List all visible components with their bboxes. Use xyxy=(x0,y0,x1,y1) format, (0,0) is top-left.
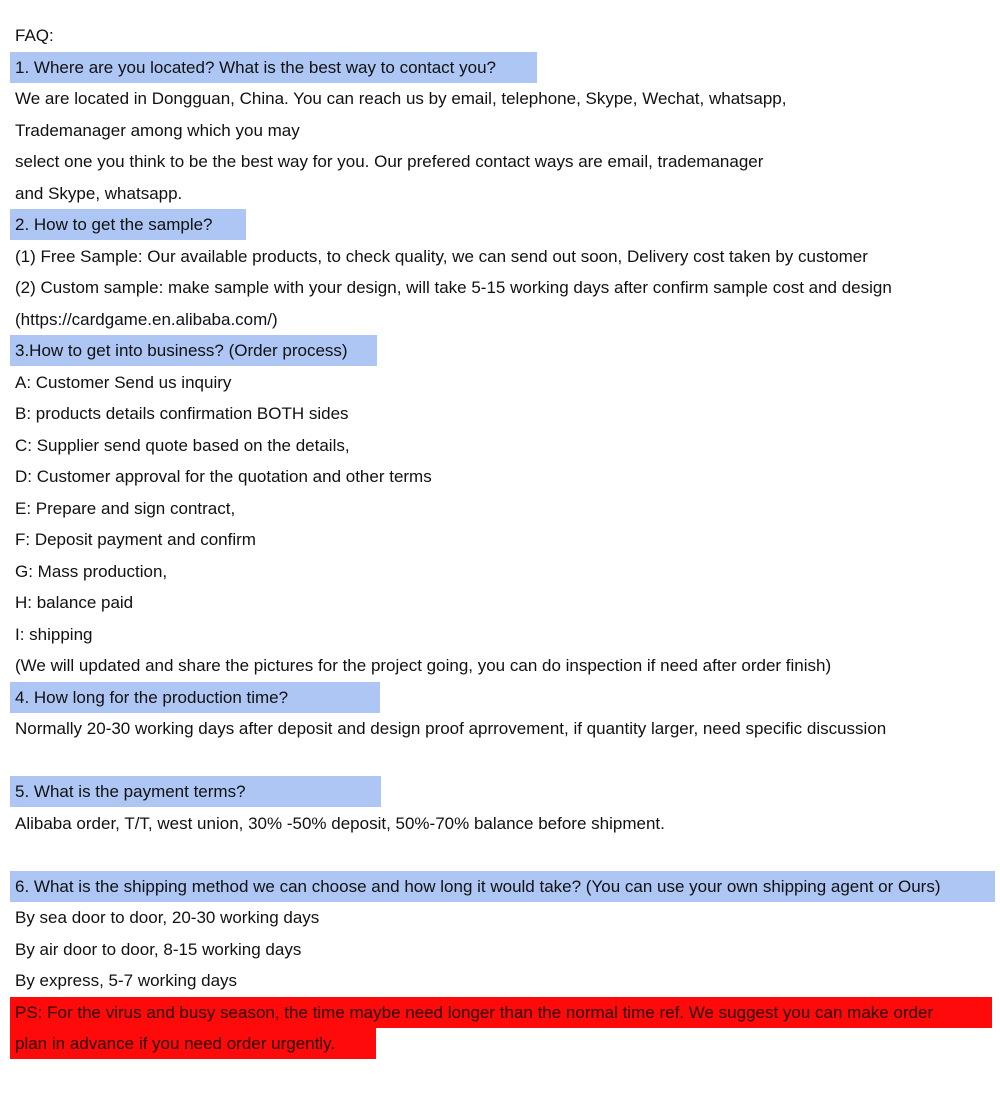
faq-answer-2-link: (https://cardgame.en.alibaba.com/) xyxy=(15,309,278,329)
faq-answer-1-line-3: select one you think to be the best way for you. Our prefered contact ways are email, trademanager xyxy=(15,152,764,171)
faq-question-5-row xyxy=(0,776,1000,808)
faq-answer-2-line-1: (1) Free Sample: Our available products, to check quality, we can send out soon, Delivery cost taken by customer xyxy=(15,246,868,266)
order-step-d: D: Customer approval for the quotation and other terms xyxy=(15,467,432,486)
faq-question-4: 4. How long for the production time? xyxy=(10,682,380,713)
order-step-c: C: Supplier send quote based on the details, xyxy=(15,435,350,455)
faq-question-1-row xyxy=(0,52,1000,84)
order-step-e: E: Prepare and sign contract, xyxy=(15,498,236,518)
order-step-f: F: Deposit payment and confirm xyxy=(15,530,256,549)
faq-answer-4: Normally 20-30 working days after deposit and design proof aprrovement, if quantity larger, need specific discussion xyxy=(15,719,887,738)
faq-question-3-row xyxy=(0,335,1000,367)
spacer xyxy=(0,745,1000,777)
faq-question-2-row xyxy=(0,209,1000,241)
spacer xyxy=(0,839,1000,871)
order-step-i: I: shipping xyxy=(15,624,93,644)
ps-notice-row-2 xyxy=(0,1028,1000,1060)
ps-notice-row-1 xyxy=(0,997,1000,1029)
ps-notice-line-2: plan in advance if you need order urgently. xyxy=(10,1028,376,1059)
faq-answer-5: Alibaba order, T/T, west union, 30% -50% deposit, 50%-70% balance before shipment. xyxy=(15,813,665,833)
shipping-express: By express, 5-7 working days xyxy=(15,971,238,990)
shipping-sea: By sea door to door, 20-30 working days xyxy=(15,908,320,927)
faq-question-3: 3.How to get into business? (Order process) xyxy=(10,335,377,366)
order-step-b: B: products details confirmation BOTH sides xyxy=(15,404,349,423)
order-step-h: H: balance paid xyxy=(15,593,134,612)
faq-answer-1-line-4: and Skype, whatsapp. xyxy=(15,183,183,203)
faq-question-5: 5. What is the payment terms? xyxy=(10,776,381,807)
order-step-a: A: Customer Send us inquiry xyxy=(15,372,232,392)
order-step-note: (We will updated and share the pictures for the project going, you can do inspection if need after order finish) xyxy=(15,656,832,675)
faq-document xyxy=(0,20,1000,1060)
ps-notice-line-1: PS: For the virus and busy season, the time maybe need longer than the normal time ref. We suggest you can make order xyxy=(10,997,992,1028)
faq-question-6: 6. What is the shipping method we can choose and how long it would take? (You can use your own shipping agent or Ours) xyxy=(10,871,995,902)
shipping-air: By air door to door, 8-15 working days xyxy=(15,939,302,959)
faq-question-6-row xyxy=(0,871,1000,903)
faq-question-1: 1. Where are you located? What is the best way to contact you? xyxy=(10,52,537,83)
order-step-g: G: Mass production, xyxy=(15,561,168,581)
faq-question-2: 2. How to get the sample? xyxy=(10,209,246,240)
faq-answer-1-line-1: We are located in Dongguan, China. You can reach us by email, telephone, Skype, Wechat, whatsapp, xyxy=(15,89,787,108)
faq-answer-1-line-2: Trademanager among which you may xyxy=(15,120,300,140)
faq-title: FAQ: xyxy=(15,26,54,45)
faq-answer-2-line-2: (2) Custom sample: make sample with your design, will take 5-15 working days after confirm sample cost and design xyxy=(15,278,892,297)
faq-question-4-row xyxy=(0,682,1000,714)
